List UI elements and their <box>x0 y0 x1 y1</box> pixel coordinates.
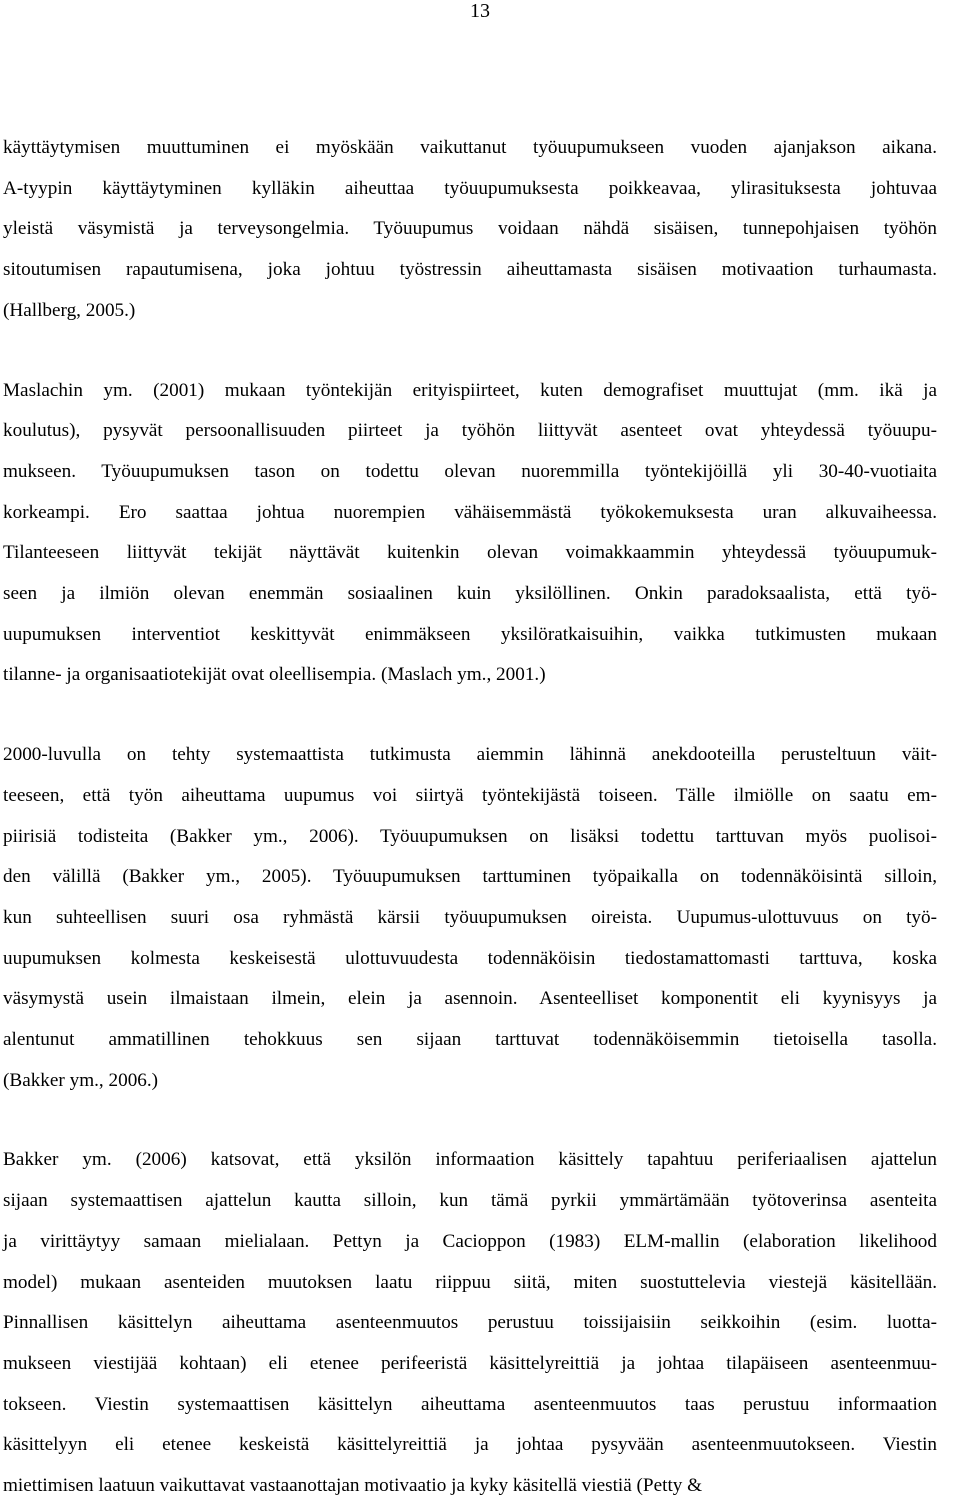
text-line: väsymystä usein ilmaistaan ilmein, elein ja asennoin. Asenteelliset komponentit eli kyynisyys ja <box>3 988 937 1010</box>
text-line: sijaan systemaattisen ajattelun kautta silloin, kun tämä pyrkii ymmärtämään työtoverinsa asenteita <box>3 1190 937 1212</box>
text-line: den välillä (Bakker ym., 2005). Työuupumuksen tarttuminen työpaikalla on todennäköisintä silloin, <box>3 866 937 888</box>
text-line: mukseen. Työuupumuksen tason on todettu olevan nuoremmilla työntekijöillä yli 30-40-vuotiaita <box>3 460 937 482</box>
body-text <box>3 128 937 1507</box>
text-line: teeseen, että työn aiheuttama uupumus voi siirtyä työntekijästä toiseen. Tälle ilmiölle on saatu em- <box>3 784 937 806</box>
page-number: 13 <box>470 0 490 22</box>
paragraph-gap <box>3 696 937 735</box>
paragraph-2 <box>3 371 937 697</box>
text-line: Maslachin ym. (2001) mukaan työntekijän erityispiirteet, kuten demografiset muuttujat (mm. ikä ja <box>3 379 937 401</box>
text-line: koulutus), pysyvät persoonallisuuden piirteet ja työhön liittyvät asenteet ovat yhteydessä työuupu- <box>3 420 937 442</box>
text-line: ja virittäytyy samaan mielialaan. Pettyn ja Cacioppon (1983) ELM-mallin (elaboration likelihood <box>3 1230 937 1252</box>
text-line: A-tyypin käyttäytyminen kylläkin aiheuttaa työuupumuksesta poikkeavaa, ylirasituksesta johtuvaa <box>3 177 937 199</box>
text-line: uupumuksen kolmesta keskeisestä ulottuvuudesta todennäköisin tiedostamattomasti tarttuva, koska <box>3 947 937 969</box>
text-line: tilanne- ja organisaatiotekijät ovat oleellisempia. (Maslach ym., 2001.) <box>3 664 546 686</box>
text-line: käyttäytymisen muuttuminen ei myöskään vaikuttanut työuupumukseen vuoden ajanjakson aikana. <box>3 137 937 158</box>
paragraph-gap <box>3 1101 937 1140</box>
text-line: (Bakker ym., 2006.) <box>3 1069 159 1091</box>
text-line: kun suhteellisen suuri osa ryhmästä kärsii työuupumuksen oireista. Uupumus-ulottuvuus on työ- <box>3 906 937 928</box>
text-line: sitoutumisen rapautumisena, joka johtuu työstressin aiheuttamasta sisäisen motivaation turhaumasta. <box>3 259 937 281</box>
paragraph-4 <box>3 1140 937 1506</box>
paragraph-gap <box>3 332 937 371</box>
text-line: tokseen. Viestin systemaattisen käsittelyn aiheuttama asenteenmuutos taas perustuu informaation <box>3 1393 937 1415</box>
text-line: mukseen viestijää kohtaan) eli etenee perifeeristä käsittelyreittiä ja johtaa tilapäiseen asenteenmuu- <box>3 1352 937 1374</box>
text-line: model) mukaan asenteiden muutoksen laatu riippuu siitä, miten suostuttelevia viestejä käsitellään. <box>3 1271 937 1293</box>
text-line: 2000-luvulla on tehty systemaattista tutkimusta aiemmin lähinnä anekdooteilla perusteltuun väit- <box>3 744 937 766</box>
paragraph-1 <box>3 128 937 332</box>
text-line: miettimisen laatuun vaikuttavat vastaanottajan motivaatio ja kyky käsitellä viestiä (Petty & <box>3 1475 703 1497</box>
paragraph-3 <box>3 735 937 1101</box>
text-line: Pinnallisen käsittelyn aiheuttama asenteenmuutos perustuu toissijaisiin seikkoihin (esim. luotta- <box>3 1312 937 1334</box>
text-line: käsittelyyn eli etenee keskeistä käsittelyreittiä ja johtaa pysyvään asenteenmuutokseen. Viestin <box>3 1434 937 1456</box>
text-line: (Hallberg, 2005.) <box>3 299 136 321</box>
text-line: Tilanteeseen liittyvät tekijät näyttävät kuitenkin olevan voimakkaammin yhteydessä työuupumuk- <box>3 542 937 564</box>
text-line: seen ja ilmiön olevan enemmän sosiaalinen kuin yksilöllinen. Onkin paradoksaalista, että työ- <box>3 583 937 605</box>
text-line: piirisiä todisteita (Bakker ym., 2006). Työuupumuksen on lisäksi todettu tarttuvan myös puolisoi- <box>3 825 937 847</box>
text-line: uupumuksen interventiot keskittyvät enimmäkseen yksilöratkaisuihin, vaikka tutkimusten mukaan <box>3 623 937 645</box>
text-line: korkeampi. Ero saattaa johtua nuorempien vähäisemmästä työkokemuksesta uran alkuvaiheessa. <box>3 501 937 523</box>
text-line: alentunut ammatillinen tehokkuus sen sijaan tarttuvat todennäköisemmin tietoisella tasolla. <box>3 1029 937 1051</box>
text-line: Bakker ym. (2006) katsovat, että yksilön informaation käsittely tapahtuu periferiaalisen ajattelun <box>3 1149 937 1171</box>
text-line: yleistä väsymistä ja terveysongelmia. Työuupumus voidaan nähdä sisäisen, tunnepohjaisen työhön <box>3 218 937 240</box>
